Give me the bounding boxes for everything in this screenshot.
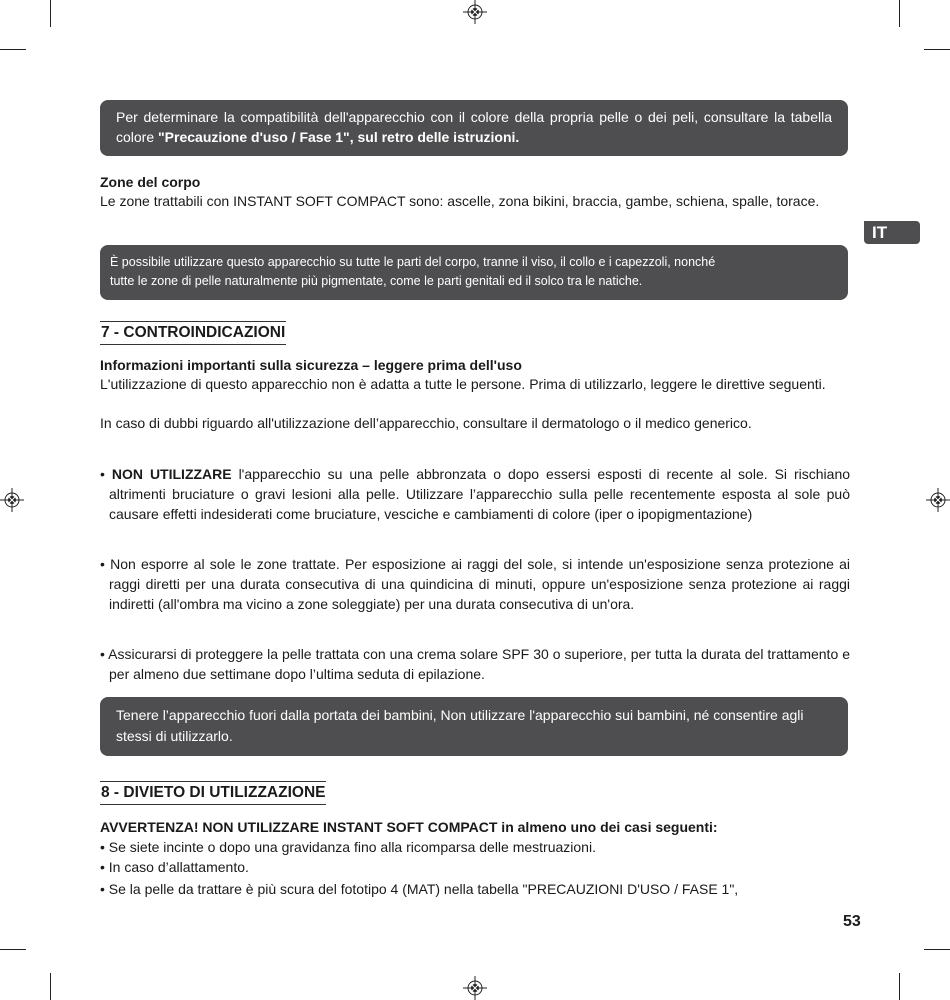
registration-mark-icon (926, 488, 950, 512)
list-item-text: Se siete incinte o dopo una gravidanza fino alla ricomparsa delle mestruazioni. (108, 839, 596, 855)
crop-mark (899, 973, 900, 1000)
note-text: Tenere l’apparecchio fuori dalla portata dei bambini, Non utilizzare l'apparecchio sui bambini, né consentire agli stessi di utilizzarlo. (116, 707, 804, 744)
list-item (100, 464, 850, 524)
body-zones-heading: Zone del corpo (100, 174, 201, 190)
body-zones-text: Le zone trattabili con INSTANT SOFT COMPACT sono: ascelle, zona bikini, braccia, gambe, schiena, spalle, torace. (100, 193, 820, 209)
note-line: tutte le zone di pelle naturalmente più pigmentate, come le parti genitali ed il solco tra le natiche. (110, 274, 643, 288)
crop-mark (50, 973, 51, 1000)
bullet-marker: • (100, 466, 105, 482)
registration-mark-icon (0, 488, 24, 512)
page-number: 53 (843, 913, 861, 930)
section-title-contraindications: 7 - CONTROINDICAZIONI (100, 321, 286, 345)
crop-mark (924, 49, 950, 50)
safety-subheading: Informazioni importanti sulla sicurezza – leggere prima dell'uso (100, 357, 522, 373)
children-safety-note (100, 697, 848, 756)
list-item-bold: NON UTILIZZARE (111, 466, 232, 482)
safety-paragraph: L'utilizzazione di questo apparecchio non è adatta a tutte le persone. Prima di utilizzarlo, leggere le direttive seguenti. (100, 376, 826, 392)
list-item-text: Non esporre al sole le zone trattate. Per esposizione ai raggi del sole, si intende un'esposizione senza protezione ai raggi diretti per una durata consecutiva di una quindicina di minuti, oppure un'esposizione senza protezione ai raggi indiretti (all'ombra ma vicino a zone soleggiate) per una durata consecutiva di un'ora. (109, 556, 850, 612)
skin-compatibility-note (100, 100, 848, 156)
note-line: È possibile utilizzare questo apparecchio su tutte le parti del corpo, tranne il viso, il collo e i capezzoli, nonché (110, 255, 716, 269)
body-parts-note (100, 245, 848, 300)
crop-mark (50, 0, 51, 27)
language-tab: IT (864, 221, 920, 244)
list-item-text: l'apparecchio su una pelle abbronzata o dopo essersi esposti di recente al sole. Si rischiano altrimenti bruciature o gravi lesioni alla pelle. Utilizzare l’apparecchio sulla pelle recentemente esposta al sole può causare effetti indesiderati come bruciature, vesciche e cambiamenti di colore (iper o ipopigmentazione) (109, 466, 851, 522)
list-item (100, 857, 850, 877)
list-item (100, 879, 850, 899)
bullet-marker: • (100, 556, 105, 572)
crop-mark (0, 949, 26, 950)
note-text: Per determinare la compatibilità dell'apparecchio con il colore della propria pelle o dei peli, consultare la tabella colore (116, 109, 832, 145)
list-item (100, 554, 850, 614)
crop-mark (924, 949, 950, 950)
registration-mark-icon (463, 0, 487, 24)
list-item (100, 644, 850, 684)
bullet-marker: • (100, 839, 105, 855)
section-title-prohibitions: 8 - DIVIETO DI UTILIZZAZIONE (100, 781, 326, 805)
bullet-marker: • (100, 646, 105, 662)
bullet-marker: • (100, 859, 105, 875)
note-bold-text: "Precauzione d'uso / Fase 1", sul retro delle istruzioni. (158, 129, 520, 145)
list-item-text: In caso d’allattamento. (108, 859, 249, 875)
bullet-marker: • (100, 881, 105, 897)
crop-mark (0, 49, 26, 50)
list-item (100, 837, 850, 857)
warning-heading: AVVERTENZA! NON UTILIZZARE INSTANT SOFT COMPACT in almeno uno dei casi seguenti: (100, 819, 718, 835)
list-item-text: Se la pelle da trattare è più scura del fototipo 4 (MAT) nella tabella "PRECAUZIONI D'USO / FASE 1", (108, 881, 739, 897)
registration-mark-icon (463, 976, 487, 1000)
list-item-text: Assicurarsi di proteggere la pelle trattata con una crema solare SPF 30 o superiore, per tutta la durata del trattamento e per almeno due settimane dopo l’ultima seduta di epilazione. (108, 646, 850, 682)
safety-paragraph: In caso di dubbi riguardo all'utilizzazione dell’apparecchio, consultare il dermatologo o il medico generico. (100, 415, 752, 431)
crop-mark (899, 0, 900, 27)
